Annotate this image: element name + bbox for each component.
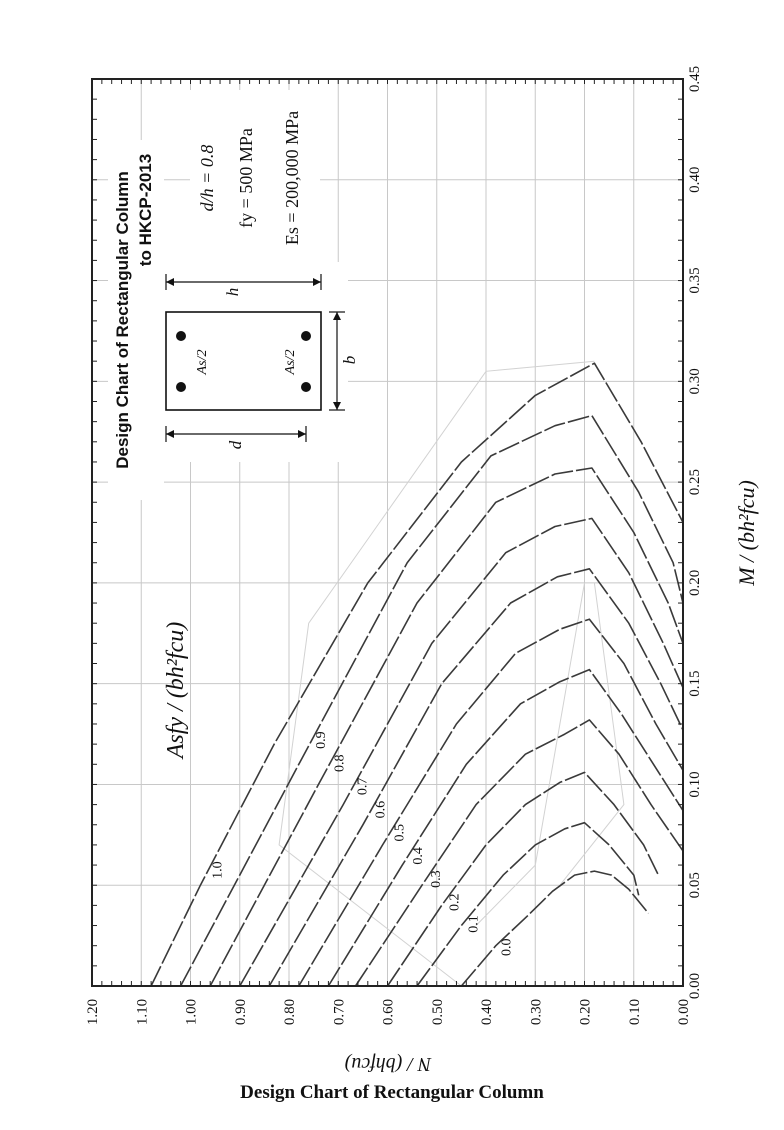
curve-label: 0.1 <box>466 915 482 933</box>
y-tick-label: 0.30 <box>528 998 545 1026</box>
y-tick-label: 0.90 <box>232 998 249 1026</box>
curve-0.5 <box>299 619 683 986</box>
figure-caption: Design Chart of Rectangular Column <box>240 1082 544 1103</box>
guide-line <box>560 583 624 885</box>
x-axis-label: M / (bh²fcu) <box>734 480 759 586</box>
y-tick-label: 0.00 <box>676 998 692 1026</box>
curve-label: 0.9 <box>314 731 330 749</box>
y-tick-label: 0.40 <box>479 998 495 1026</box>
y-tick-label: 0.50 <box>429 998 446 1026</box>
curve-label: 0.8 <box>332 754 348 772</box>
rebar-dot <box>301 382 311 392</box>
chart-title-block <box>108 140 164 500</box>
x-tick-label: 0.30 <box>687 368 703 395</box>
steel-label-top: As/2 <box>195 349 210 375</box>
x-tick-label: 0.35 <box>687 267 703 294</box>
y-tick-label: 1.20 <box>85 998 101 1026</box>
curve-label: 0.4 <box>410 847 426 865</box>
x-tick-labels <box>687 66 703 999</box>
rebar-dot <box>176 331 186 341</box>
x-tick-label: 0.45 <box>687 65 703 93</box>
chart-subtitle: to HKCP-2013 <box>136 153 155 267</box>
y-tick-label: 0.20 <box>577 998 594 1026</box>
param-dh: d/h = 0.8 <box>197 144 217 212</box>
y-axis-label: N / (bhfcu) <box>344 1053 432 1075</box>
steel-label-bottom: As/2 <box>283 349 298 375</box>
y-tick-label: 1.00 <box>183 998 200 1026</box>
x-tick-label: 0.15 <box>687 670 703 697</box>
rebar-dot <box>176 382 186 392</box>
x-tick-label: 0.40 <box>687 166 703 193</box>
curve-0.0 <box>461 871 648 986</box>
rebar-dot <box>301 331 311 341</box>
x-tick-label: 0.00 <box>687 972 703 1000</box>
dim-h-label: h <box>223 287 242 297</box>
param-es: Es = 200,000 MPa <box>282 110 302 246</box>
x-tick-label: 0.20 <box>687 569 703 597</box>
dim-d-label: d <box>226 440 245 450</box>
parameters-block <box>190 90 320 270</box>
curve-label: 0.6 <box>373 800 389 819</box>
x-tick-label: 0.05 <box>687 872 703 899</box>
y-tick-label: 0.70 <box>331 998 348 1026</box>
section-diagram <box>158 262 359 462</box>
y-tick-labels <box>85 999 692 1025</box>
curve-label: 1.0 <box>210 861 226 879</box>
y-tick-label: 0.60 <box>380 998 397 1026</box>
x-tick-label: 0.10 <box>687 771 703 798</box>
y-tick-label: 0.10 <box>626 998 643 1026</box>
curve-label: 0.7 <box>355 777 371 796</box>
dim-b-label: b <box>340 355 359 365</box>
curve-label: 0.2 <box>447 893 463 912</box>
param-fy: fy = 500 MPa <box>236 128 256 228</box>
series-label: Asfy / (bh²fcu) <box>163 621 189 759</box>
chart-title: Design Chart of Rectangular Column <box>113 171 132 469</box>
curve-label: 0.3 <box>429 870 445 888</box>
grid-lines <box>92 79 683 986</box>
curve-label: 0.5 <box>392 824 408 842</box>
curve-label: 0.0 <box>499 938 515 956</box>
y-tick-label: 0.80 <box>282 998 298 1026</box>
y-tick-label: 1.10 <box>134 998 151 1026</box>
x-tick-label: 0.25 <box>687 468 703 496</box>
